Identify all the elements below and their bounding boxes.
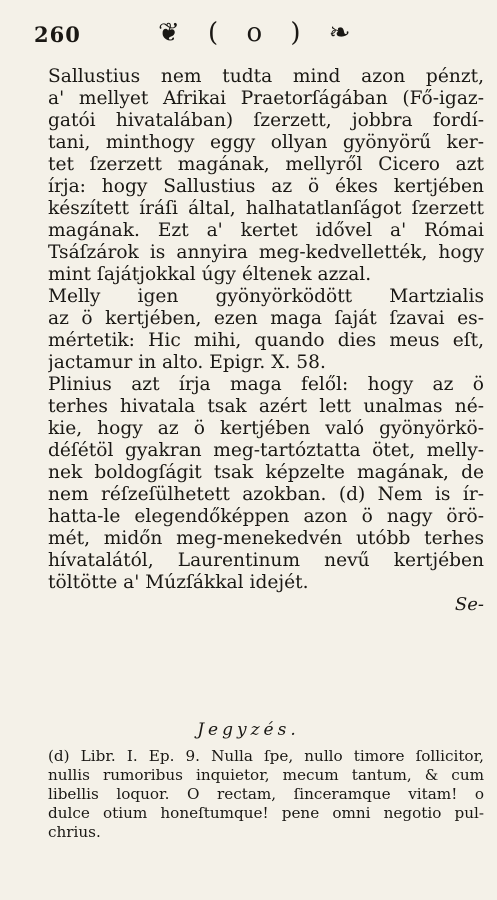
text-line: hatta-le elegendőképpen azon ö nagy örö- xyxy=(48,506,484,527)
text-line: írja: hogy Sallustius az ö ékes kertjében xyxy=(48,176,484,197)
text-line: mét, midőn meg-menekedvén utóbb terhes xyxy=(48,528,484,549)
text-line: mértetik: Hic mihi, quando dies meus eſt, xyxy=(48,330,484,351)
text-line: magának. Ezt a' kertet idővel a' Római xyxy=(48,220,484,241)
text-line: töltötte a' Múzſákkal idejét. xyxy=(48,572,309,593)
text-line: hívatalától, Laurentinum nevű kertjében xyxy=(48,550,484,571)
text-line: jactamur in alto. Epigr. X. 58. xyxy=(48,352,326,373)
text-line: tani, minthogy eggy ollyan gyönyörű ker- xyxy=(48,132,484,153)
text-line: Melly igen gyönyörködött Martzialis xyxy=(48,286,484,307)
text-line: Plinius azt írja maga felől: hogy az ö xyxy=(48,374,484,395)
main-text xyxy=(48,66,484,616)
page-number: 260 xyxy=(34,22,81,47)
footnote-line: nullis rumoribus inquietor, mecum tantum, & cum xyxy=(48,766,484,784)
text-line: mint ſajátjokkal úgy éltenek azzal. xyxy=(48,264,372,285)
text-line: gatói hivatalában) ſzerzett, jobbra fordí- xyxy=(48,110,484,131)
text-line: nek boldogſágit tsak képzelte magának, de xyxy=(48,462,484,483)
footnote-line: (d) Libr. I. Ep. 9. Nulla ſpe, nullo timore ſollicitor, xyxy=(48,747,484,765)
text-line: Sallustius nem tudta mind azon pénzt, xyxy=(48,66,484,87)
text-line: déſétöl gyakran meg-tartóztatta ötet, melly- xyxy=(48,440,484,461)
text-line: Tsáſzárok is annyira meg-kedvellették, hogy xyxy=(48,242,484,263)
text-line: készített íráſi által, halhatatlanſágot ſzerzett xyxy=(48,198,484,219)
text-line: kie, hogy az ö kertjében való gyönyörkö- xyxy=(48,418,484,439)
text-line: nem réſzeſülhetett azokban. (d) Nem is ír- xyxy=(48,484,484,505)
text-line: terhes hivatala tsak azért lett unalmas né- xyxy=(48,396,484,417)
text-line: a' mellyet Afrikai Praetorſágában (Fő-igaz- xyxy=(48,88,484,109)
page-header xyxy=(30,18,467,52)
footnotes xyxy=(48,747,484,842)
text-line: tet ſzerzett magának, mellyről Cicero azt xyxy=(48,154,484,175)
text-line: az ö kertjében, ezen maga ſaját ſzavai es- xyxy=(48,308,484,329)
catchword: Se- xyxy=(454,594,484,615)
footnote-line: dulce otium honeſtumque! pene omni negotio pul- xyxy=(48,804,484,822)
notes-heading: Jegyzés. xyxy=(197,720,300,740)
header-ornament: ❦ ( o ) ❧ xyxy=(158,18,361,48)
footnote-line: libellis loquor. O rectam, ſinceramque vitam! o xyxy=(48,785,484,803)
footnote-line: chrius. xyxy=(48,823,101,841)
